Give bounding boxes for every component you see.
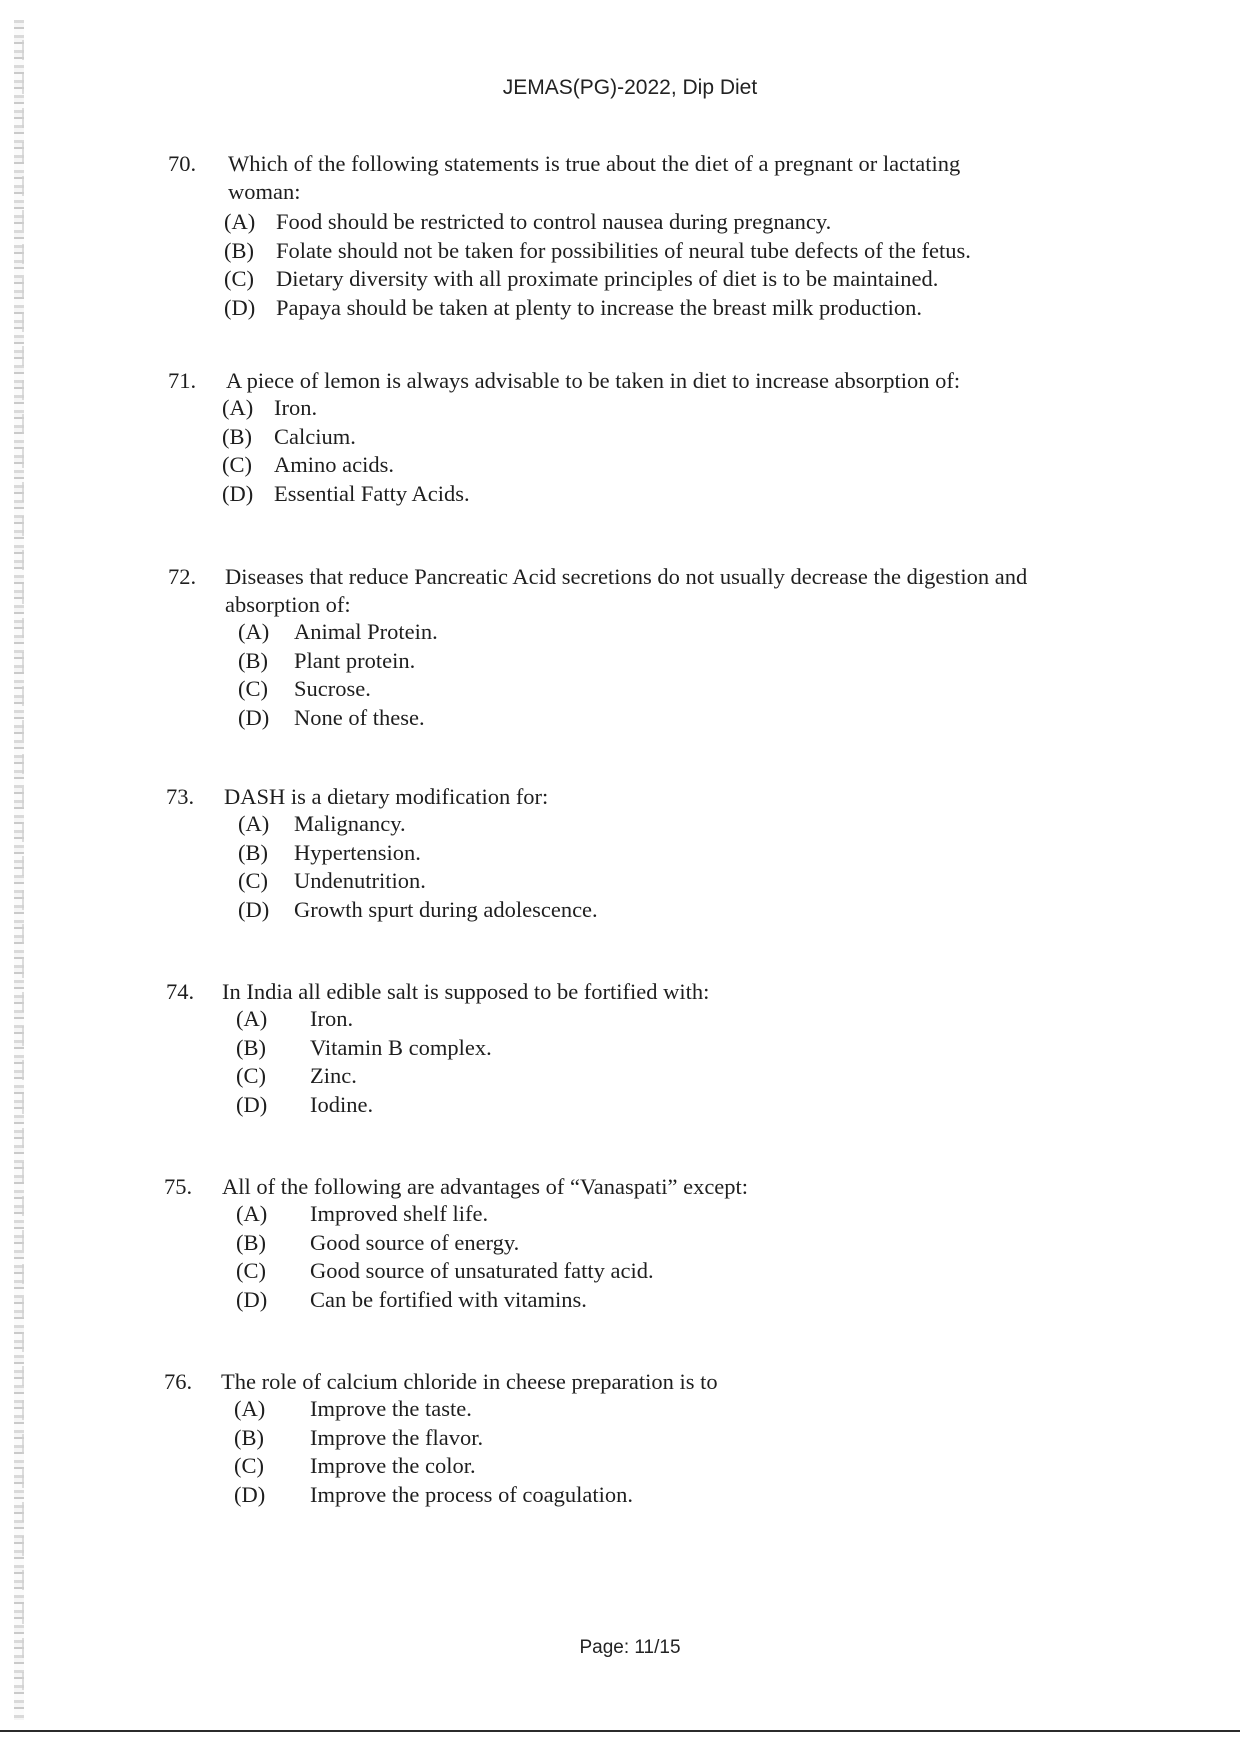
option-text: Malignancy. [294,811,406,836]
question-number: 71. [168,368,197,393]
option-letter: (D) [234,1481,266,1507]
option-letter: (C) [236,1258,266,1283]
option-text: Dietary diversity with all proximate principles of diet is to be maintained. [276,266,939,291]
option-letter: (C) [224,266,254,291]
question-number: 74. [166,979,195,1004]
option-letter: (A) [222,395,254,420]
option-letter: (D) [236,1091,268,1117]
option-letter: (D) [224,294,256,320]
question-number: 72. [168,564,197,589]
option-text: Sucrose. [294,676,371,701]
option-text: Good source of unsaturated fatty acid. [310,1258,654,1283]
option-text: Undenutrition. [294,868,426,893]
option-letter: (B) [236,1034,266,1060]
option-letter: (A) [236,1006,268,1031]
option-text: Folate should not be taken for possibilities of neural tube defects of the fetus. [276,237,971,263]
option-text: Hypertension. [294,839,421,865]
option-letter: (B) [222,423,252,449]
option-text: Growth spurt during adolescence. [294,896,598,922]
option-letter: (D) [238,704,270,730]
option-letter: (D) [238,896,270,922]
page-number: Page: 11/15 [579,1637,681,1658]
option-letter: (B) [224,237,254,263]
option-text: Improve the flavor. [310,1424,484,1450]
option-text: Iron. [310,1006,354,1031]
option-text: Food should be restricted to control nausea during pregnancy. [276,209,832,234]
option-letter: (C) [236,1063,266,1088]
option-letter: (D) [222,480,254,506]
scan-binding-shadow [22,40,24,1690]
question-number: 75. [164,1174,193,1199]
option-text: Essential Fatty Acids. [274,480,470,506]
option-text: Vitamin B complex. [310,1034,492,1060]
option-text: None of these. [294,704,425,730]
question-text: A piece of lemon is always advisable to be taken in diet to increase absorption of: [226,368,961,393]
option-text: Improved shelf life. [310,1201,489,1226]
option-letter: (A) [236,1201,268,1226]
question-text: DASH is a dietary modification for: [224,784,549,809]
question-number: 76. [164,1369,193,1394]
option-text: Improve the taste. [310,1396,472,1421]
option-letter: (C) [222,452,252,477]
option-text: Iron. [274,395,318,420]
page-header: JEMAS(PG)-2022, Dip Diet [502,76,758,99]
question-text: Diseases that reduce Pancreatic Acid secretions do not usually decrease the digestion and absorption of: [225,564,1028,617]
question-text: The role of calcium chloride in cheese preparation is to [221,1369,718,1394]
option-letter: (B) [238,839,268,865]
question-text: All of the following are advantages of “Vanaspati” except: [222,1174,749,1199]
question-number: 70. [168,151,197,176]
option-letter: (C) [238,676,268,701]
question-number: 73. [166,784,195,809]
option-letter: (B) [234,1424,264,1450]
option-text: Improve the process of coagulation. [310,1481,634,1507]
bottom-rule [0,1730,1240,1732]
option-letter: (A) [224,209,256,234]
question-text: Which of the following statements is true about the diet of a pregnant or lactating woman: [228,151,961,204]
option-letter: (C) [234,1453,264,1478]
option-letter: (A) [238,811,270,836]
option-letter: (C) [238,868,268,893]
option-text: Calcium. [274,423,356,449]
option-letter: (B) [238,647,268,673]
option-text: Animal Protein. [294,619,438,644]
option-letter: (B) [236,1229,266,1255]
option-text: Improve the color. [310,1453,476,1478]
option-text: Amino acids. [274,452,394,477]
option-text: Iodine. [310,1091,374,1117]
option-letter: (A) [234,1396,266,1421]
option-text: Plant protein. [294,647,416,673]
option-letter: (D) [236,1286,268,1312]
option-text: Good source of energy. [310,1229,520,1255]
option-text: Zinc. [310,1063,357,1088]
question-text: In India all edible salt is supposed to be fortified with: [222,979,710,1004]
option-text: Can be fortified with vitamins. [310,1286,587,1312]
option-letter: (A) [238,619,270,644]
option-text: Papaya should be taken at plenty to increase the breast milk production. [276,294,923,320]
